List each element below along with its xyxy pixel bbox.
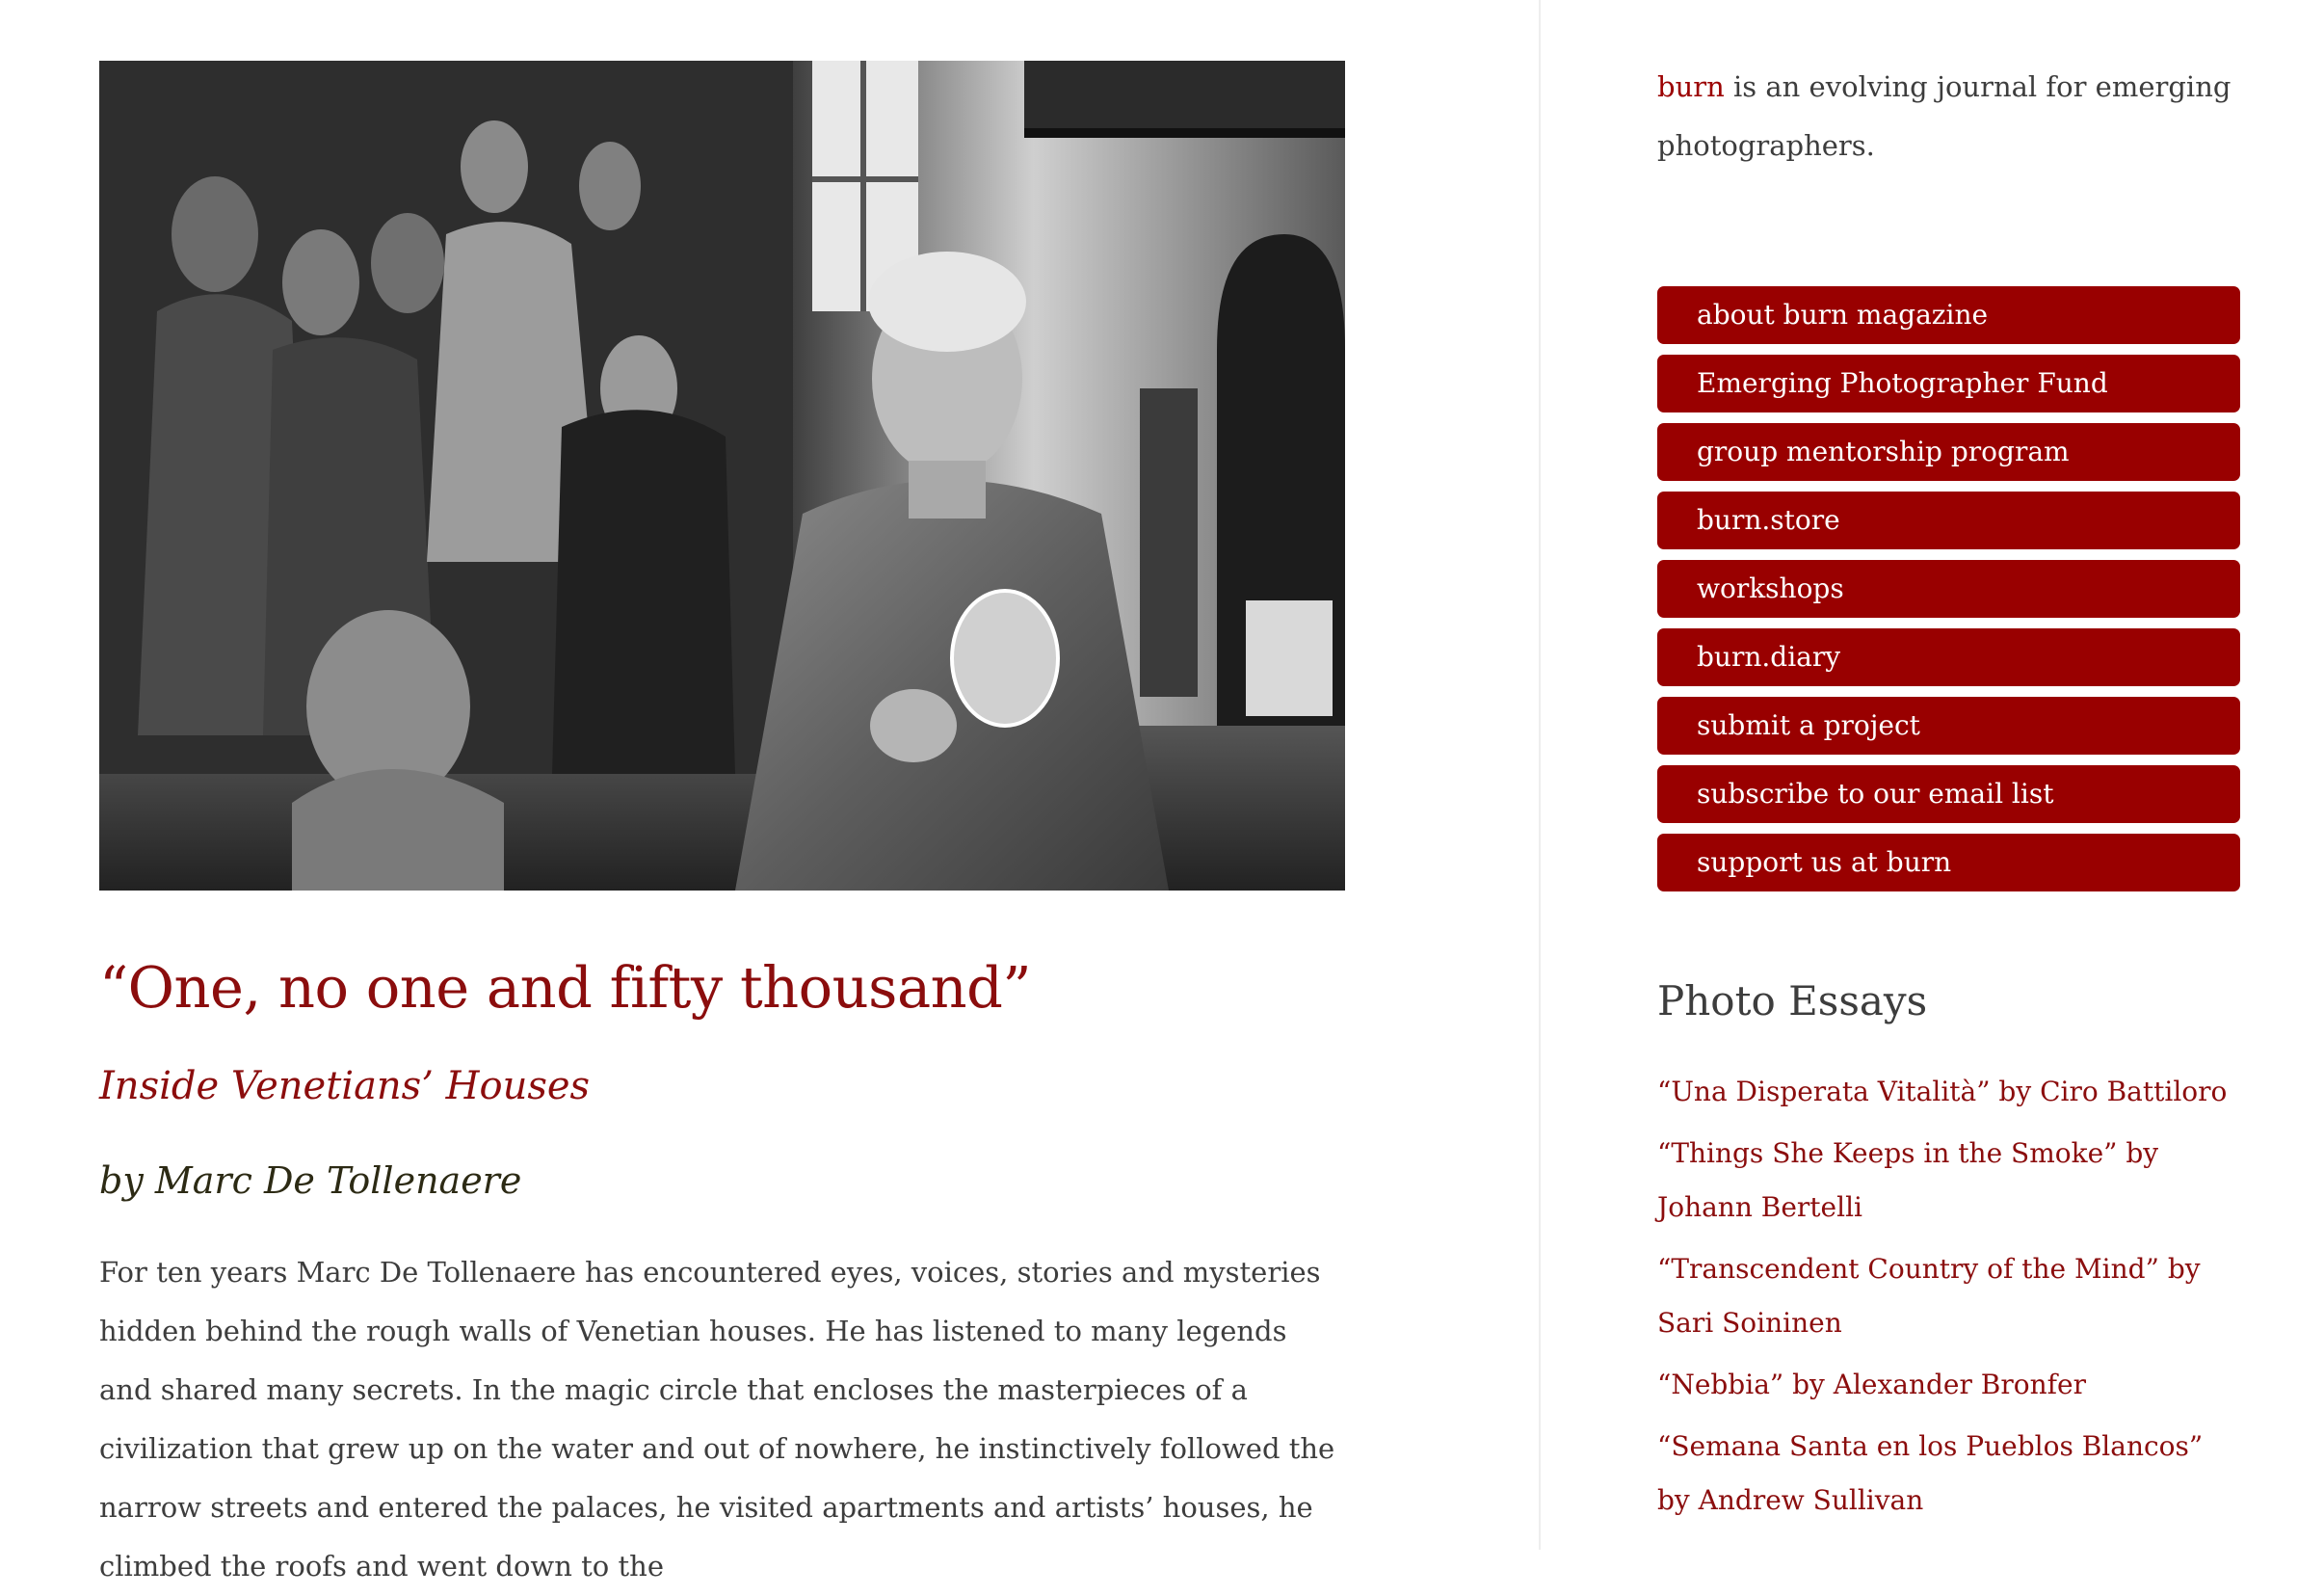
nav-emerging-photographer-fund[interactable]: Emerging Photographer Fund (1657, 355, 2240, 412)
nav-burn-store[interactable]: burn.store (1657, 492, 2240, 549)
sidebar (1657, 58, 2241, 1528)
article (99, 61, 1352, 1596)
photo-essays-list (1657, 1065, 2241, 1528)
column-divider (1539, 0, 1541, 1550)
nav-group-mentorship-program[interactable]: group mentorship program (1657, 423, 2240, 481)
essay-link[interactable]: “Transcendent Country of the Mind” by Sari Soininen (1657, 1253, 2201, 1339)
article-body: For ten years Marc De Tollenaere has encountered eyes, voices, stories and mysteries hidden behind the rough walls of Venetian houses. He has listened to many legends and shared many secrets. In the magic circle that encloses the masterpieces of a civilization that grew up on the water and out of nowhere, he instinctively followed the narrow streets and entered the palaces, he visited apartments and artists’ houses, he climbed the roofs and went down to the (99, 1256, 1335, 1583)
nav-subscribe-email-list[interactable]: subscribe to our email list (1657, 765, 2240, 823)
essay-link[interactable]: “Nebbia” by Alexander Bronfer (1657, 1369, 2086, 1400)
article-title[interactable]: “One, no one and fifty thousand” (99, 954, 1032, 1021)
nav-submit-a-project[interactable]: submit a project (1657, 697, 2240, 755)
article-photo[interactable] (99, 61, 1345, 891)
nav-about-burn-magazine[interactable]: about burn magazine (1657, 286, 2240, 344)
photo-essays-heading: Photo Essays (1657, 977, 1928, 1024)
essay-link[interactable]: “Una Disperata Vitalità” by Ciro Battiloro (1657, 1076, 2228, 1107)
essay-link[interactable]: “Things She Keeps in the Smoke” by Johann Bertelli (1657, 1137, 2159, 1223)
nav-support-us[interactable]: support us at burn (1657, 834, 2240, 891)
site-tagline (1657, 58, 2241, 175)
article-byline: by Marc De Tollenaere (99, 1159, 522, 1202)
article-subtitle: Inside Venetians’ Houses (99, 1064, 591, 1108)
sidebar-nav (1657, 286, 2241, 891)
essay-link[interactable]: “Semana Santa en los Pueblos Blancos” by Andrew Sullivan (1657, 1430, 2204, 1516)
brand-link[interactable]: burn (1657, 70, 1725, 103)
nav-workshops[interactable]: workshops (1657, 560, 2240, 618)
nav-burn-diary[interactable]: burn.diary (1657, 628, 2240, 686)
tagline-text: is an evolving journal for emerging photographers. (1657, 70, 2232, 162)
